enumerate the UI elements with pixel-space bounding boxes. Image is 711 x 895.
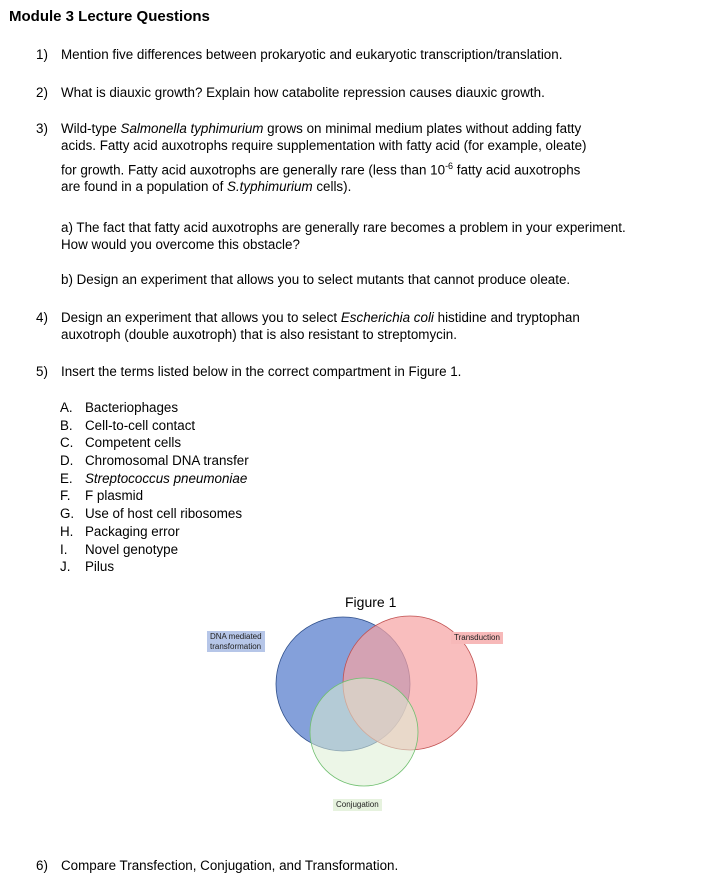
question-text: Compare Transfection, Conjugation, and Transformation. — [61, 858, 399, 873]
list-term: Chromosomal DNA transfer — [85, 453, 249, 469]
species-name: S.typhimurium — [227, 179, 313, 195]
list-letter: D. — [60, 453, 74, 469]
list-term: Novel genotype — [85, 541, 179, 557]
figure-title: Figure 1 — [345, 594, 397, 610]
text-run: histidine and tryptophan — [433, 310, 580, 325]
list-term: Pilus — [85, 559, 115, 575]
list-letter: B. — [60, 417, 73, 433]
list-term: Use of host cell ribosomes — [85, 506, 243, 522]
label-line: transformation — [210, 641, 262, 651]
list-letter: J. — [60, 559, 71, 575]
question-text: Mention five differences between prokaryotic and eukaryotic transcription/translation. — [61, 47, 563, 62]
venn-label-conjugation: Conjugation — [333, 799, 382, 811]
species-name: Escherichia coli — [340, 310, 434, 325]
list-letter: F. — [60, 488, 71, 504]
list-term: F plasmid — [85, 488, 144, 504]
list-letter: G. — [60, 506, 75, 522]
question-line: auxotroph (double auxotroph) that is also resistant to streptomycin. — [61, 327, 457, 342]
question-number: 2) — [36, 85, 48, 100]
species-name: Salmonella typhimurium — [120, 121, 264, 136]
question-number: 5) — [36, 364, 48, 379]
list-letter: C. — [60, 435, 74, 451]
text-run: are found in a population of — [61, 179, 228, 195]
question-3a: a) The fact that fatty acid auxotrophs are generally rare becomes a problem in your experiment. How would you overcome this obstacle? — [61, 220, 626, 252]
list-letter: I. — [60, 541, 68, 557]
venn-label-transduction: Transduction — [451, 632, 503, 644]
text-run: grows on minimal medium plates without adding fatty — [263, 121, 582, 136]
question-number: 4) — [36, 310, 48, 325]
question-3b: b) Design an experiment that allows you to select mutants that cannot produce oleate. — [61, 272, 571, 287]
list-term: Bacteriophages — [85, 400, 179, 415]
list-term: Packaging error — [85, 523, 180, 539]
list-letter: H. — [60, 523, 74, 539]
list-term: Cell-to-cell contact — [85, 417, 196, 433]
text-run: fatty acid auxotrophs — [453, 162, 581, 178]
list-letter: A. — [60, 400, 73, 415]
text-run: Wild-type — [61, 121, 121, 136]
list-term: Competent cells — [85, 435, 182, 451]
question-number: 6) — [36, 858, 48, 873]
page-title: Module 3 Lecture Questions — [9, 8, 210, 25]
label-line: DNA mediated — [210, 632, 262, 641]
list-term: Streptococcus pneumoniae — [85, 470, 248, 486]
question-number: 3) — [36, 121, 48, 136]
list-letter: E. — [60, 470, 73, 486]
exponent: -6 — [445, 161, 454, 171]
venn-circle-conjugation — [310, 678, 418, 786]
question-text: Insert the terms listed below in the correct compartment in Figure 1. — [61, 364, 462, 379]
question-line: acids. Fatty acid auxotrophs require supplementation with fatty acid (for example, oleate) — [61, 138, 587, 153]
text-run: Design an experiment that allows you to select — [61, 310, 341, 325]
text-run: cells). — [312, 179, 352, 195]
question-text: What is diauxic growth? Explain how catabolite repression causes diauxic growth. — [61, 85, 545, 100]
question-number: 1) — [36, 47, 48, 62]
venn-label-dna-transformation — [207, 631, 265, 652]
text-run: for growth. Fatty acid auxotrophs are generally rare (less than 10 — [61, 162, 446, 178]
